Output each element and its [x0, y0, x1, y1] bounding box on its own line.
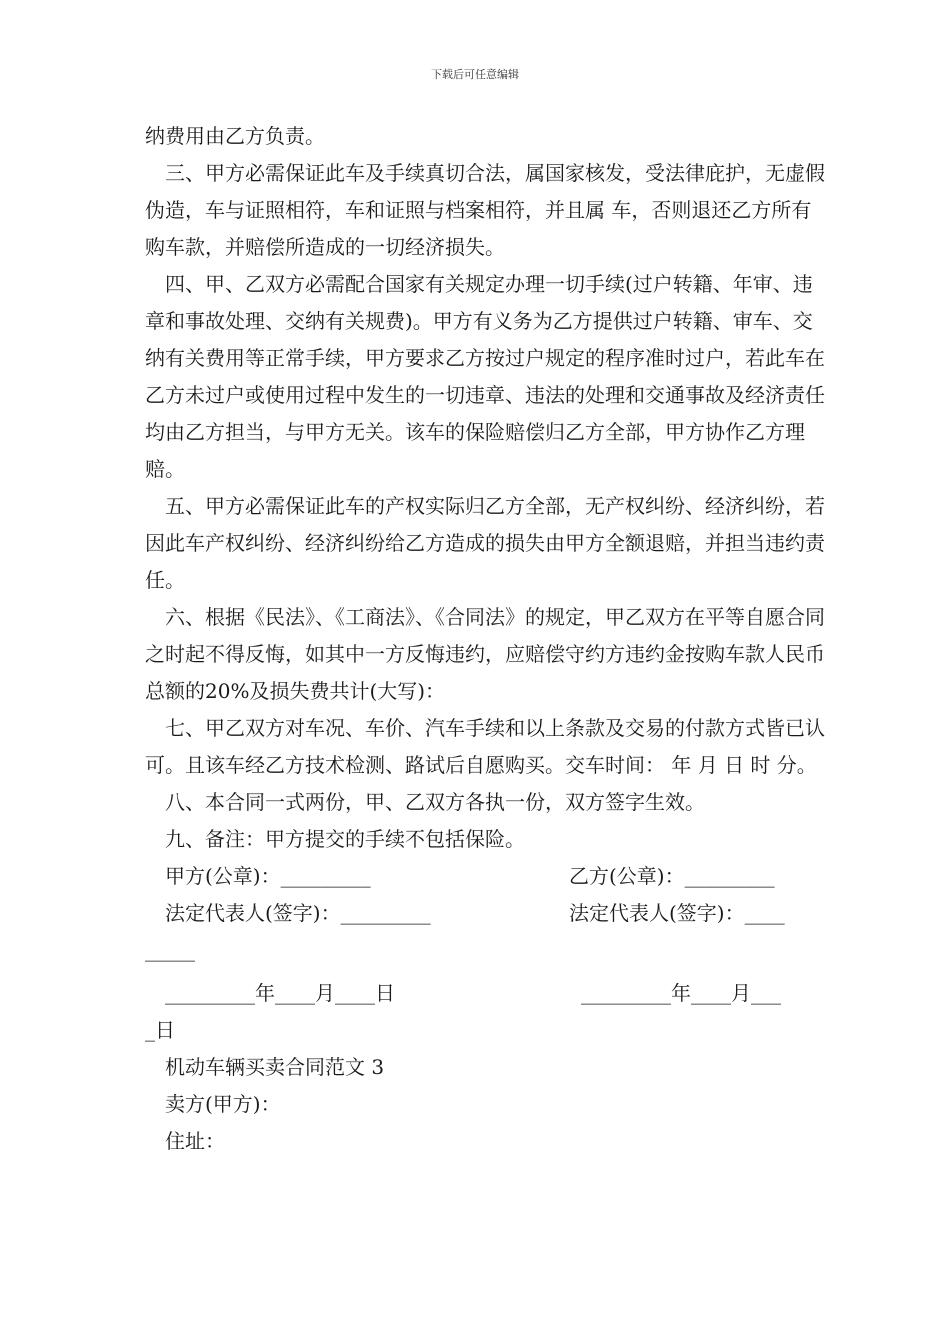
clause-7: 七、甲乙双方对车况、车价、汽车手续和以上条款及交易的付款方式皆已认可。且该车经乙方技术检测、路试后自愿购买。交车时间： 年 月 日 时 分。 — [145, 716, 825, 777]
party-a-representative: 法定代表人(签字)：_________ — [165, 901, 431, 925]
address-label: 住址： — [165, 1129, 225, 1153]
date-continuation: _日 — [145, 1018, 175, 1042]
party-b-date: _________年____月___ — [581, 981, 781, 1005]
clause-9: 九、备注：甲方提交的手续不包括保险。 — [165, 827, 525, 851]
document-body — [145, 118, 825, 1160]
seller-label: 卖方(甲方)： — [165, 1092, 281, 1116]
section-title: 机动车辆买卖合同范文 3 — [165, 1055, 385, 1079]
party-a-date: _________年____月____日 — [165, 981, 395, 1005]
clause-3: 三、甲方必需保证此车及手续真切合法，属国家核发，受法律庇护，无虚假伪造，车与证照相符，车和证照与档案相符，并且属 车，否则退还乙方所有购车款，并赔偿所造成的一切经济损失。 — [145, 161, 825, 259]
clause-4: 四、甲、乙双方必需配合国家有关规定办理一切手续(过户转籍、年审、违章和事故处理、交纳有关规费)。甲方有义务为乙方提供过户转籍、审车、交纳有关费用等正常手续，甲方要求乙方按过户规定的程序准时过户，若此车在乙方未过户或使用过程中发生的一切违章、违法的处理和交通事故及经济责任均由乙方担当，与甲方无关。该车的保险赔偿归乙方全部，甲方协作乙方理赔。 — [145, 272, 825, 481]
seal-row — [145, 858, 825, 895]
representative-continuation: _____ — [145, 938, 195, 962]
party-a-seal: 甲方(公章)：_________ — [165, 864, 371, 888]
date-row — [145, 975, 825, 1012]
party-b-representative: 法定代表人(签字)：____ — [569, 901, 785, 925]
clause-6: 六、根据《民法》、《工商法》、《合同法》的规定，甲乙双方在平等自愿合同之时起不得反悔，如其中一方反悔违约，应赔偿守约方违约金按购车款人民币总额的20%及损失费共计(大写)： — [145, 605, 825, 703]
page-header: 下载后可任意编辑 — [431, 68, 519, 81]
representative-row — [145, 895, 825, 932]
clause-8: 八、本合同一式两份，甲、乙双方各执一份，双方签字生效。 — [165, 790, 705, 814]
party-b-seal: 乙方(公章)：_________ — [569, 864, 775, 888]
paragraph-continuation: 纳费用由乙方负责。 — [145, 124, 325, 148]
clause-5: 五、甲方必需保证此车的产权实际归乙方全部，无产权纠纷、经济纠纷，若因此车产权纠纷、经济纠纷给乙方造成的损失由甲方全额退赔，并担当违约责任。 — [145, 494, 825, 592]
